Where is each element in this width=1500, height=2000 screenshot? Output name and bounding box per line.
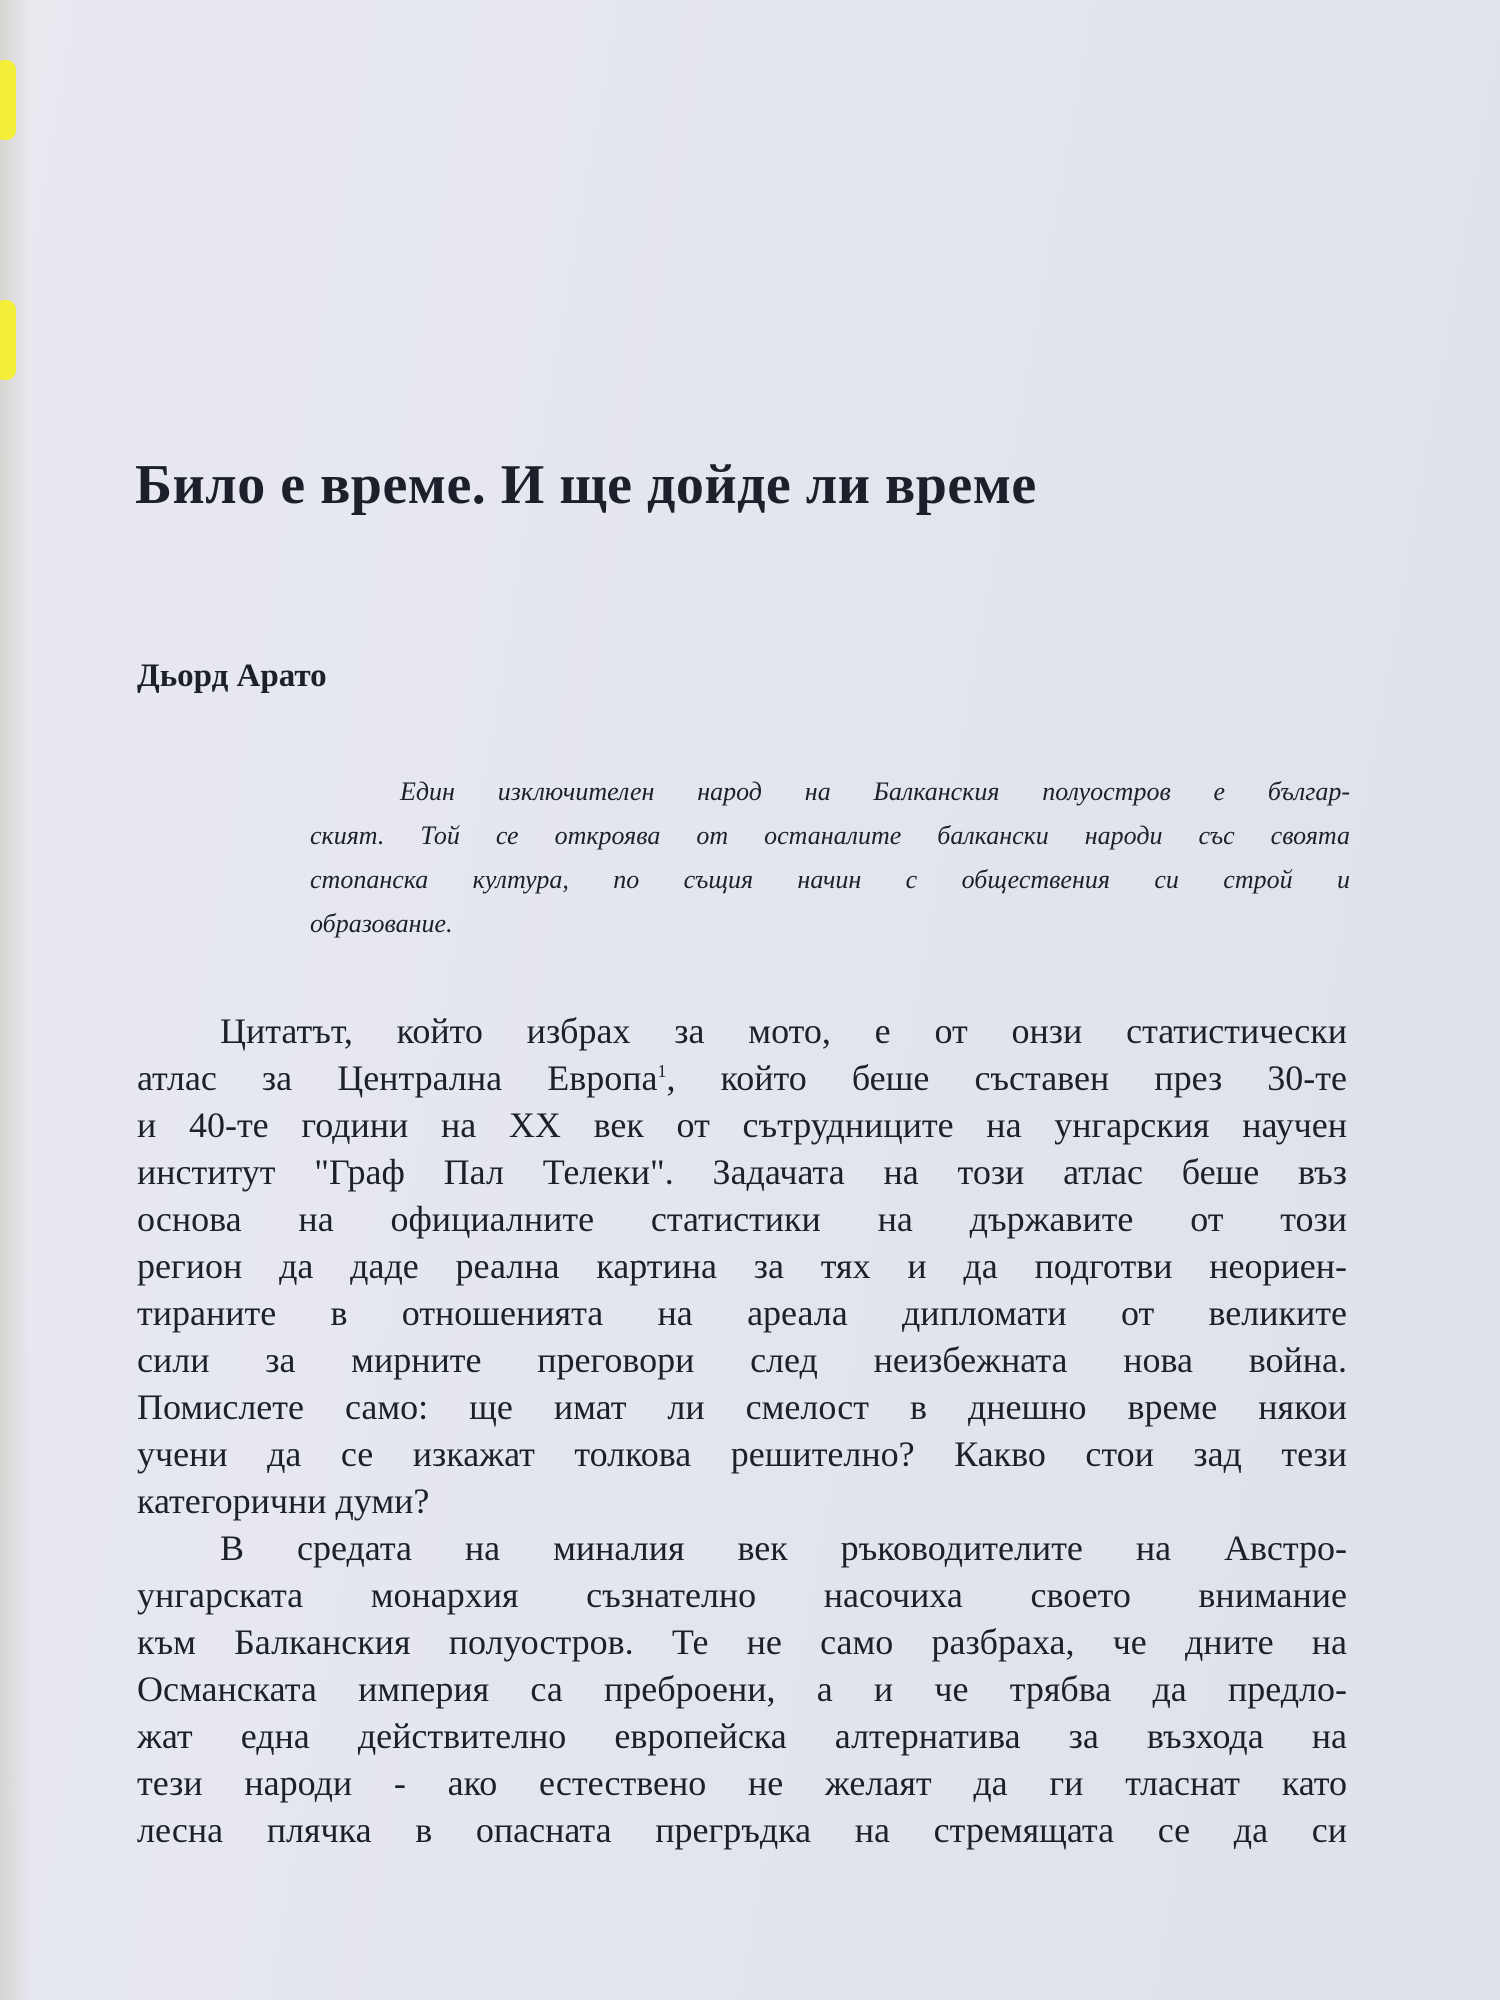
body-line-part: атлас за Централна Европа	[137, 1058, 658, 1098]
body-line: институт "Граф Пал Телеки". Задачата на този атлас беше въз	[137, 1152, 1347, 1192]
body-line: Цитатът, който избрах за мото, е от онзи статистически	[220, 1011, 1347, 1051]
epigraph-line: Един изключителен народ на Балканския полуостров е българ-	[400, 777, 1350, 806]
body-line-part: , който беше съставен през 30-те	[666, 1058, 1348, 1098]
body-line: и 40-те години на XX век от сътрудниците на унгарския научен	[137, 1105, 1347, 1145]
highlighter-mark	[0, 60, 16, 140]
body-line: категорични думи?	[137, 1481, 430, 1521]
body-line: лесна плячка в опасната прегръдка на стремящата се да си	[137, 1810, 1347, 1850]
body-line: Помислете само: ще имат ли смелост в днешно време някои	[137, 1387, 1347, 1427]
highlighter-mark	[0, 300, 16, 380]
epigraph-line: ският. Той се откроява от останалите балкански народи със своята	[310, 821, 1350, 850]
body-line: В средата на миналия век ръководителите на Австро-	[220, 1528, 1347, 1568]
body-line	[137, 1055, 1347, 1102]
body-line: учени да се изкажат толкова решително? Какво стои зад тези	[137, 1434, 1347, 1474]
body-line: Османската империя са преброени, а и че трябва да предло-	[137, 1669, 1347, 1709]
epigraph-line: стопанска култура, по същия начин с обществения си строй и	[310, 865, 1350, 894]
body-line: тези народи - ако естествено не желаят да ги тласнат като	[137, 1763, 1347, 1803]
article-author: Дьорд Арато	[137, 658, 327, 694]
body-line: унгарската монархия съзнателно насочиха своето внимание	[137, 1575, 1347, 1615]
body-text	[137, 1008, 1347, 1854]
body-line: тираните в отношенията на ареала дипломати от великите	[137, 1293, 1347, 1333]
body-line: сили за мирните преговори след неизбежната нова война.	[137, 1340, 1347, 1380]
body-line: жат една действително европейска алтернатива за възхода на	[137, 1716, 1347, 1756]
body-line: основа на официалните статистики на държавите от този	[137, 1199, 1347, 1239]
body-line: регион да даде реална картина за тях и да подготви неориен-	[137, 1246, 1347, 1286]
body-line: към Балканския полуостров. Те не само разбраха, че дните на	[137, 1622, 1347, 1662]
footnote-mark: 1	[657, 1061, 667, 1081]
epigraph	[310, 770, 1350, 946]
epigraph-line: образование.	[310, 909, 453, 938]
article-title: Било е време. И ще дойде ли време	[135, 454, 1037, 516]
